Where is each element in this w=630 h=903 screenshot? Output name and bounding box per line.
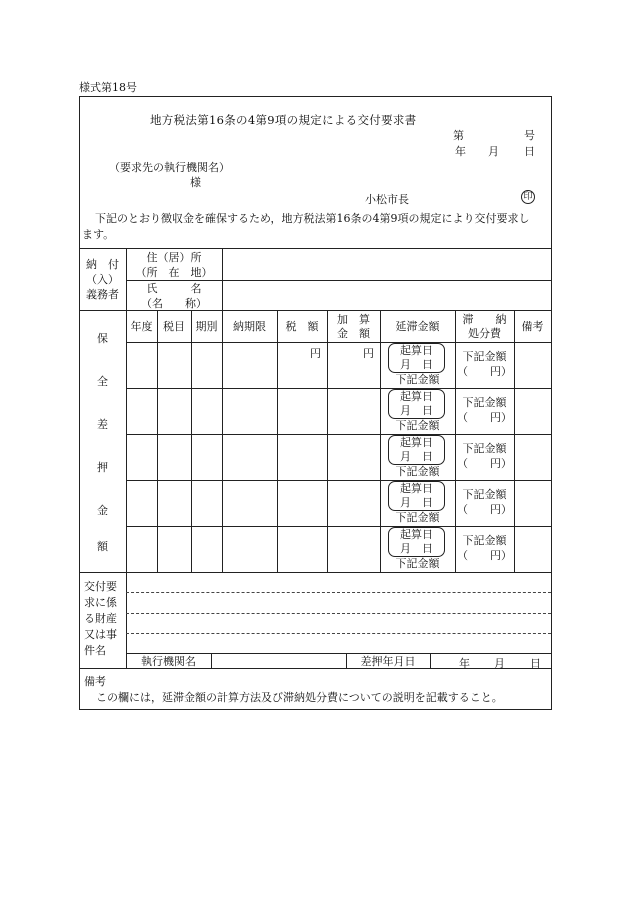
disposal-yen: （ 円） (457, 457, 512, 470)
date-day: 日 (524, 145, 535, 158)
taxpayer-label-2: （入） (86, 273, 119, 286)
month-day-label: 月 日 (400, 404, 433, 417)
month-day-label: 月 日 (400, 450, 433, 463)
remarks-heading: 備考 (84, 675, 106, 688)
col-header-period: 期別 (195, 319, 218, 333)
col-header-tax-item: 税目 (163, 319, 185, 333)
start-date-label: 起算日 (400, 344, 433, 357)
below-amount-label: 下記金額 (395, 557, 440, 570)
property-label-line: 又は事 (84, 628, 117, 641)
disposal-below-amount: 下記金額 (462, 488, 507, 501)
below-amount-label: 下記金額 (395, 511, 440, 524)
col-header-remarks: 備考 (521, 319, 544, 333)
disposal-below-amount: 下記金額 (462, 396, 507, 409)
tax-yen-unit: 円 (310, 347, 321, 360)
below-amount-label: 下記金額 (395, 419, 440, 432)
body-text-line-1: 下記のとおり徴収金を確保するため，地方税法第16条の4第9項の規定により交付要求し (95, 212, 530, 225)
body-text-line-2: ます。 (82, 228, 115, 241)
doc-no-prefix: 第 (453, 129, 464, 142)
col-header-delinquency: 延滞金額 (395, 319, 440, 333)
additional-yen-unit: 円 (363, 347, 374, 360)
below-amount-label: 下記金額 (395, 373, 440, 386)
below-amount-label: 下記金額 (395, 465, 440, 478)
col-header-tax-amount: 税 額 (285, 319, 319, 333)
entity-name-label: （名 称） (141, 296, 207, 310)
seizure-date-month: 月 (494, 657, 505, 670)
col-header-additional-1: 加 算 (337, 312, 370, 326)
location-label: （所 在 地） (135, 265, 213, 279)
property-label-line: る財産 (84, 612, 117, 625)
form-number: 様式第18号 (79, 81, 137, 94)
address-label: 住（居）所 (146, 250, 202, 264)
seizure-date-year: 年 (459, 657, 470, 670)
col-header-due: 納期限 (233, 319, 266, 333)
disposal-below-amount: 下記金額 (462, 442, 507, 455)
taxpayer-label-1: 納 付 (86, 258, 119, 271)
col-header-year: 年度 (130, 319, 153, 333)
start-date-label: 起算日 (400, 390, 433, 403)
col-header-disposal-1: 滞 納 (462, 312, 507, 326)
sender-name: 小松市長 (365, 193, 409, 206)
form-title: 地方税法第16条の4第9項の規定による交付要求書 (150, 113, 417, 127)
col-header-additional-2: 金 額 (337, 326, 370, 340)
seizure-date-day: 日 (530, 657, 541, 670)
seizure-date-label: 差押年月日 (360, 654, 416, 668)
exec-agency-label: 執行機関名 (141, 654, 196, 668)
property-label-line: 件名 (84, 644, 106, 657)
month-day-label: 月 日 (400, 496, 433, 509)
requestee-label: （要求先の執行機関名） (109, 161, 230, 174)
property-label-line: 交付要 (84, 580, 117, 593)
seal-mark: 印 (521, 190, 535, 204)
start-date-label: 起算日 (400, 436, 433, 449)
seizure-label-char: 押 (97, 461, 108, 474)
taxpayer-label-3: 義務者 (86, 288, 119, 301)
date-month: 月 (488, 145, 499, 158)
property-label-line: 求に係 (84, 596, 117, 609)
disposal-yen: （ 円） (457, 503, 512, 516)
seizure-label-char: 額 (97, 540, 108, 553)
seizure-label-char: 全 (97, 375, 108, 388)
requestee-honorific: 様 (190, 176, 201, 189)
seizure-label-char: 差 (97, 418, 108, 431)
start-date-label: 起算日 (400, 482, 433, 495)
date-year: 年 (455, 145, 466, 158)
disposal-below-amount: 下記金額 (462, 534, 507, 547)
month-day-label: 月 日 (400, 542, 433, 555)
month-day-label: 月 日 (400, 358, 433, 371)
disposal-yen: （ 円） (457, 411, 512, 424)
start-date-label: 起算日 (400, 528, 433, 541)
doc-no-suffix: 号 (524, 129, 535, 142)
remarks-text: この欄には，延滞金額の計算方法及び滞納処分費についての説明を記載すること。 (96, 691, 503, 704)
seizure-label-char: 保 (97, 332, 108, 345)
disposal-yen: （ 円） (457, 549, 512, 562)
disposal-below-amount: 下記金額 (462, 350, 507, 363)
seizure-label-char: 金 (97, 504, 108, 517)
col-header-disposal-2: 処分費 (468, 326, 501, 340)
disposal-yen: （ 円） (457, 365, 512, 378)
name-label: 氏 名 (146, 281, 202, 295)
